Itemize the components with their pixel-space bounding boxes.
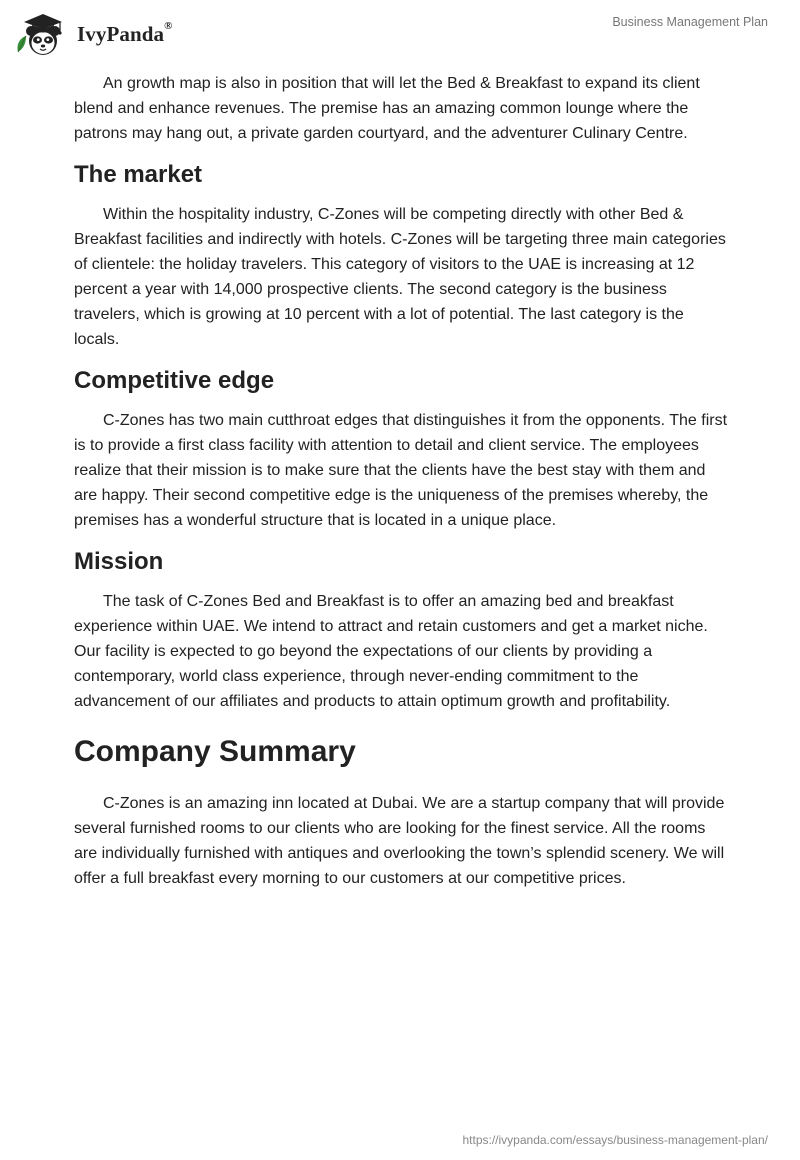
competitive-edge-paragraph: C-Zones has two main cutthroat edges that distinguishes it from the opponents. The first is to provide a first class facility with attention to detail and client service. The employees realize that their mission is to make sure that the clients have the best stay with them and are happy. Their second competitive edge is the uniqueness of the premises whereby, the premises has a wonderful structure that is located in a unique place. — [74, 412, 728, 529]
company-summary-heading: Company Summary — [74, 735, 356, 768]
market-paragraph: Within the hospitality industry, C-Zones will be competing directly with other Bed & Breakfast facilities and indirectly with hotels. C-Zones will be targeting three main categories of clientele: the holiday travelers. This category of visitors to the UAE is increasing at 12 percent a year with 14,000 prospective clients. The second category is the business travelers, which is growing at 10 percent with a lot of potential. The last category is the locals. — [74, 206, 726, 348]
market-heading: The market — [74, 161, 203, 188]
mission-heading: Mission — [74, 548, 164, 575]
company-summary-paragraph: C-Zones is an amazing inn located at Dubai. We are a startup company that will provide several furnished rooms to our clients who are looking for the finest service. All the rooms are individually furnished with antiques and overlooking the town’s splendid scenery. We will offer a full breakfast every morning to our customers at our competitive prices. — [74, 795, 725, 887]
source-url[interactable]: https://ivypanda.com/essays/business-management-plan/ — [462, 1133, 768, 1147]
page-header — [0, 0, 800, 64]
essay-content — [74, 71, 728, 905]
document-title: Business Management Plan — [612, 15, 768, 29]
panda-graduate-icon — [14, 8, 76, 58]
brand-name: IvyPanda® — [77, 19, 173, 46]
mission-paragraph: The task of C-Zones Bed and Breakfast is to offer an amazing bed and breakfast experience within UAE. We intend to attract and retain customers and get a market niche. Our facility is expected to go beyond the expectations of our clients by providing a contemporary, world class experience, through never-ending commitment to the advancement of our affiliates and products to attain optimum growth and profitability. — [74, 593, 708, 710]
ivypanda-logo[interactable] — [14, 8, 173, 58]
competitive-edge-heading: Competitive edge — [74, 367, 275, 394]
intro-paragraph: An growth map is also in position that will let the Bed & Breakfast to expand its client blend and enhance revenues. The premise has an amazing common lounge where the patrons may hang out, a private garden courtyard, and the adventurer Culinary Centre. — [74, 75, 700, 142]
